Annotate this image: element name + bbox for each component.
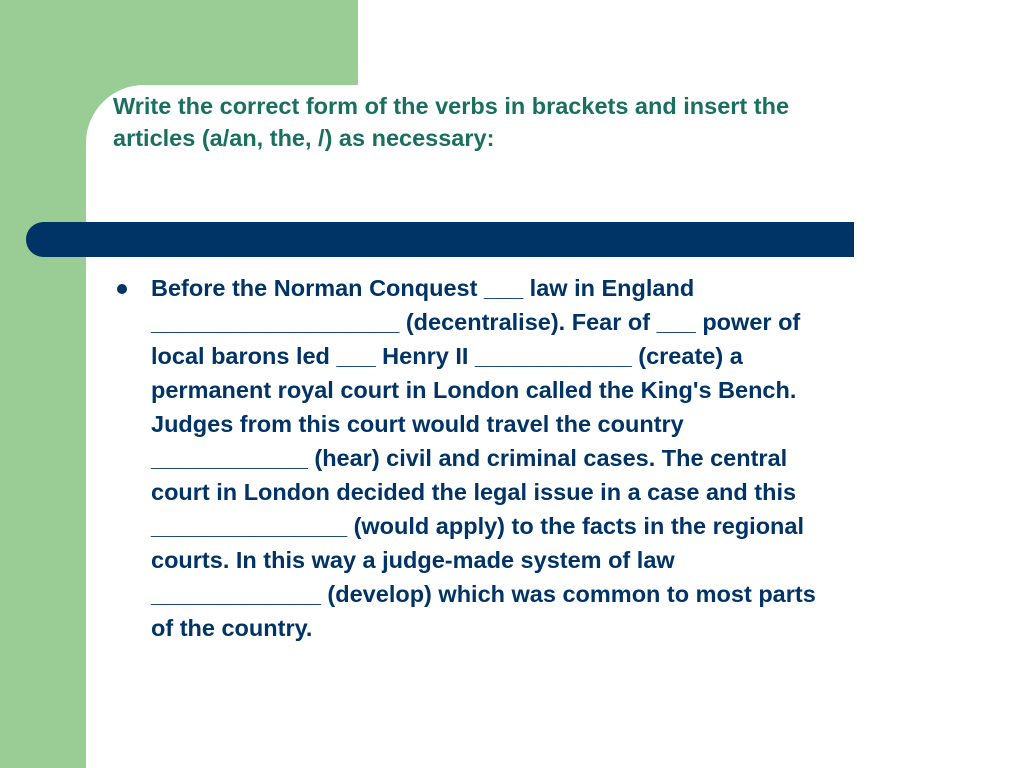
title-line: articles (a/an, the, /) as necessary:: [113, 125, 495, 151]
divider-bar: [26, 222, 854, 257]
slide-title: [113, 90, 993, 154]
paragraph-line: _____________ (develop) which was common to most parts: [151, 581, 816, 607]
paragraph-line: courts. In this way a judge-made system of law: [151, 547, 675, 573]
paragraph-line: local barons led ___ Henry II ____________ (create) a: [151, 343, 743, 369]
title-line: Write the correct form of the verbs in brackets and insert the: [113, 93, 790, 119]
paragraph-line: Judges from this court would travel the country: [151, 411, 684, 437]
paragraph-line: Before the Norman Conquest ___ law in England: [151, 275, 695, 301]
paragraph-line: ___________________ (decentralise). Fear of ___ power of: [151, 309, 801, 335]
paragraph-line: of the country.: [151, 615, 313, 641]
paragraph-line: ____________ (hear) civil and criminal cases. The central: [151, 445, 788, 471]
bullet-dot-icon: [117, 284, 127, 294]
paragraph-line: permanent royal court in London called the King's Bench.: [151, 377, 797, 403]
paragraph-line: court in London decided the legal issue in a case and this: [151, 479, 797, 505]
exercise-paragraph: [151, 271, 1011, 645]
paragraph-line: _______________ (would apply) to the facts in the regional: [151, 513, 805, 539]
